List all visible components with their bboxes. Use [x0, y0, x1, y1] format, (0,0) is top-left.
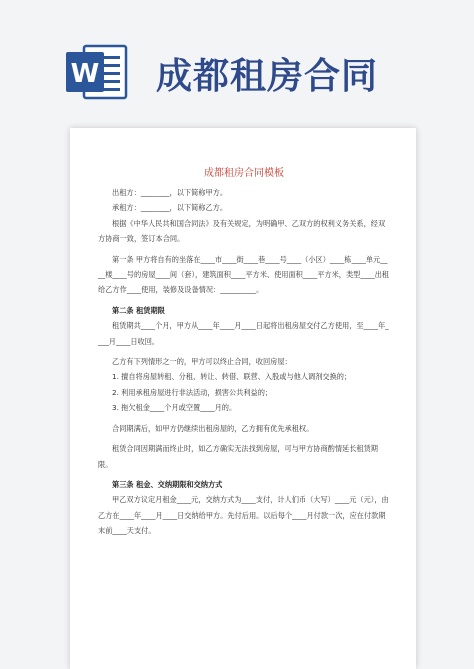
document-paragraphs — [98, 185, 390, 539]
paragraph: 第一条 甲方将自有的坐落在____市____街____巷____号____（小区）____栋____单元____楼____号的房屋____间（套），建筑面积____平方米、使用面积____平方米，类型____出租给乙方作____使用，装修及设备情况：__________。 — [98, 254, 390, 295]
paragraph: 出租方：________，以下简称甲方。 — [112, 188, 228, 197]
paragraph: 租赁期共____个月，甲方从____年____月____日起将出租房屋交付乙方使用，至____年____月____日收回。 — [98, 321, 389, 346]
section-heading: 第三条 租金、交纳期限和交纳方式 — [112, 479, 223, 489]
document-title: 成都租房合同模板 — [204, 168, 284, 179]
paragraph: 合同期满后，如甲方仍继续出租房屋的，乙方拥有优先承租权。 — [112, 423, 314, 433]
paragraph: 租赁合同因期满而终止时，如乙方确实无法找到房屋，可与甲方协商酌情延长租赁期限。 — [98, 444, 378, 469]
document-body — [70, 164, 416, 539]
paragraph: 1. 擅自将房屋转租、分租、转让、转借、联营、入股或与他人调剂交换的； — [112, 372, 352, 382]
paragraph: 3. 拖欠租金____个月或空置____月的。 — [112, 403, 237, 413]
section-heading: 第二条 租赁期限 — [112, 305, 165, 315]
page-header — [0, 0, 474, 120]
word-document-icon — [66, 44, 128, 100]
paragraph: 承租方：________，以下简称乙方。 — [112, 203, 228, 213]
document-page — [70, 128, 416, 669]
paragraph: 根据《中华人民共和国合同法》及有关规定，为明确甲、乙双方的权利义务关系，经双方协商一致，签订本合同。 — [98, 218, 386, 244]
page-title: 成都租房合同 — [156, 56, 379, 97]
paragraph: 甲乙双方议定月租金____元，交纳方式为____支付，计人们币（大写）____元（元），由乙方在____年____月____日交纳给甲方。先付后用。以后每个____月付款一次，应在付款期末前____天支付。 — [98, 495, 389, 536]
paragraph: 2. 利用承租房屋进行非法活动，损害公共利益的； — [112, 387, 273, 397]
word-logo-letter: W — [70, 59, 100, 89]
paragraph: 乙方有下列情形之一的，甲方可以终止合同，收回房屋： — [112, 357, 292, 367]
